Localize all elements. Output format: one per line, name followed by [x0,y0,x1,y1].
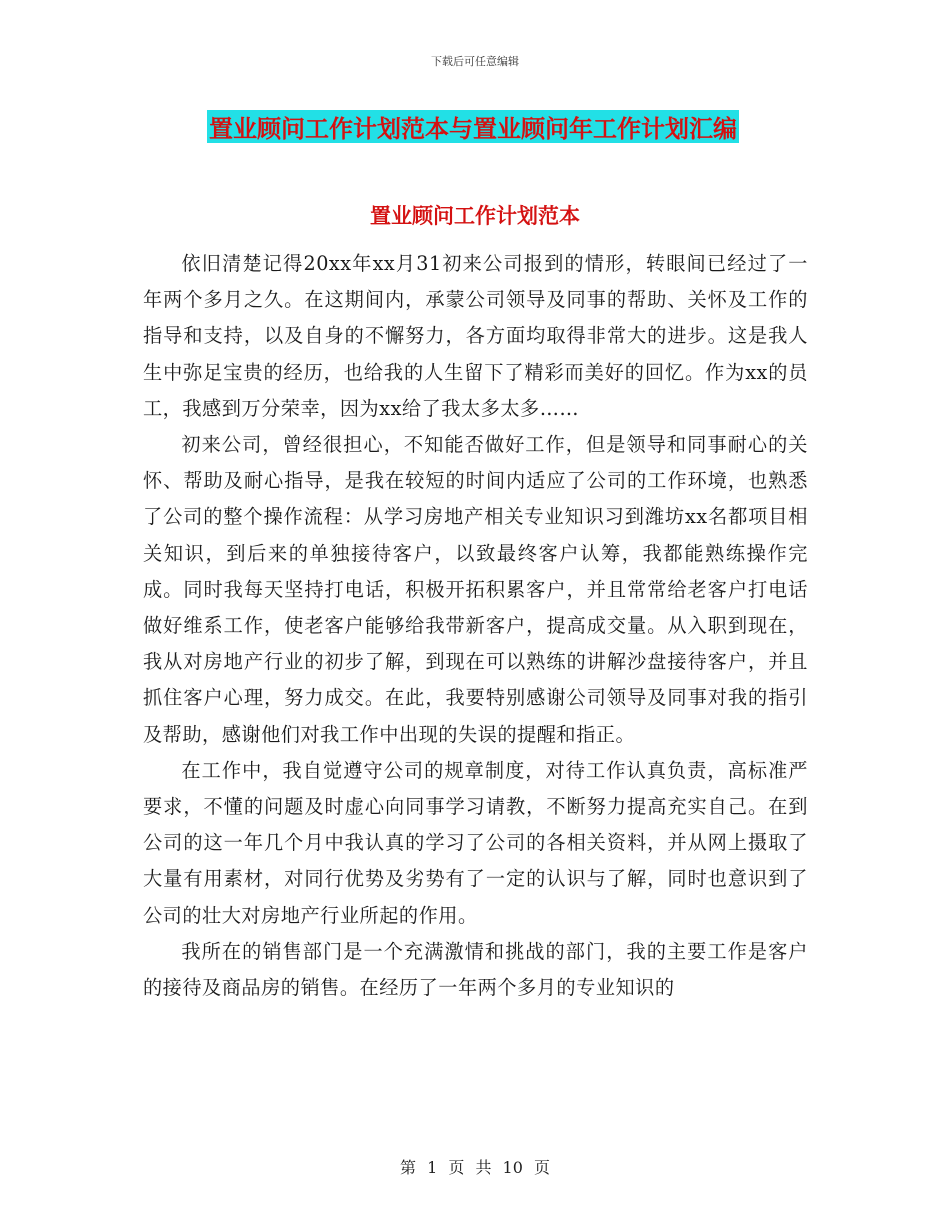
paragraph-2: 初来公司，曾经很担心，不知能否做好工作，但是领导和同事耐心的关怀、帮助及耐心指导，是我在较短的时间内适应了公司的工作环境，也熟悉了公司的整个操作流程：从学习房地产相关专业知识习到潍坊xx名都项目相关知识，到后来的单独接待客户，以致最终客户认筹，我都能熟练操作完成。同时我每天坚持打电话，积极开拓积累客户，并且常常给老客户打电话做好维系工作，使老客户能够给我带新客户，提高成交量。从入职到现在，我从对房地产行业的初步了解，到现在可以熟练的讲解沙盘接待客户，并且抓住客户心理，努力成交。在此，我要特别感谢公司领导及同事对我的指引及帮助，感谢他们对我工作中出现的失误的提醒和指正。 [143,433,808,746]
section-title: 置业顾问工作计划范本 [370,203,580,228]
page-number: 第 1 页 共 10 页 [400,1158,550,1177]
paragraph-3: 在工作中，我自觉遵守公司的规章制度，对待工作认真负责，高标准严要求，不懂的问题及时虚心向同事学习请教，不断努力提高充实自己。在到公司的这一年几个月中我认真的学习了公司的各相关资料，并从网上摄取了大量有用素材，对同行优势及劣势有了一定的认识与了解，同时也意识到了公司的壮大对房地产行业所起的作用。 [143,758,808,927]
document-title-highlight [207,110,739,143]
document-body [143,246,808,1006]
document-title: 置业顾问工作计划范本与置业顾问年工作计划汇编 [209,114,737,143]
page-header-note: 下载后可任意编辑 [431,55,519,68]
paragraph-4: 我所在的销售部门是一个充满激情和挑战的部门，我的主要工作是客户的接待及商品房的销售。在经历了一年两个多月的专业知识的 [143,939,808,1000]
paragraph-1: 依旧清楚记得20xx年xx月31初来公司报到的情形，转眼间已经过了一年两个多月之久。在这期间内，承蒙公司领导及同事的帮助、关怀及工作的指导和支持，以及自身的不懈努力，各方面均取得非常大的进步。这是我人生中弥足宝贵的经历，也给我的人生留下了精彩而美好的回忆。作为xx的员工，我感到万分荣幸，因为xx给了我太多太多…… [143,252,808,420]
